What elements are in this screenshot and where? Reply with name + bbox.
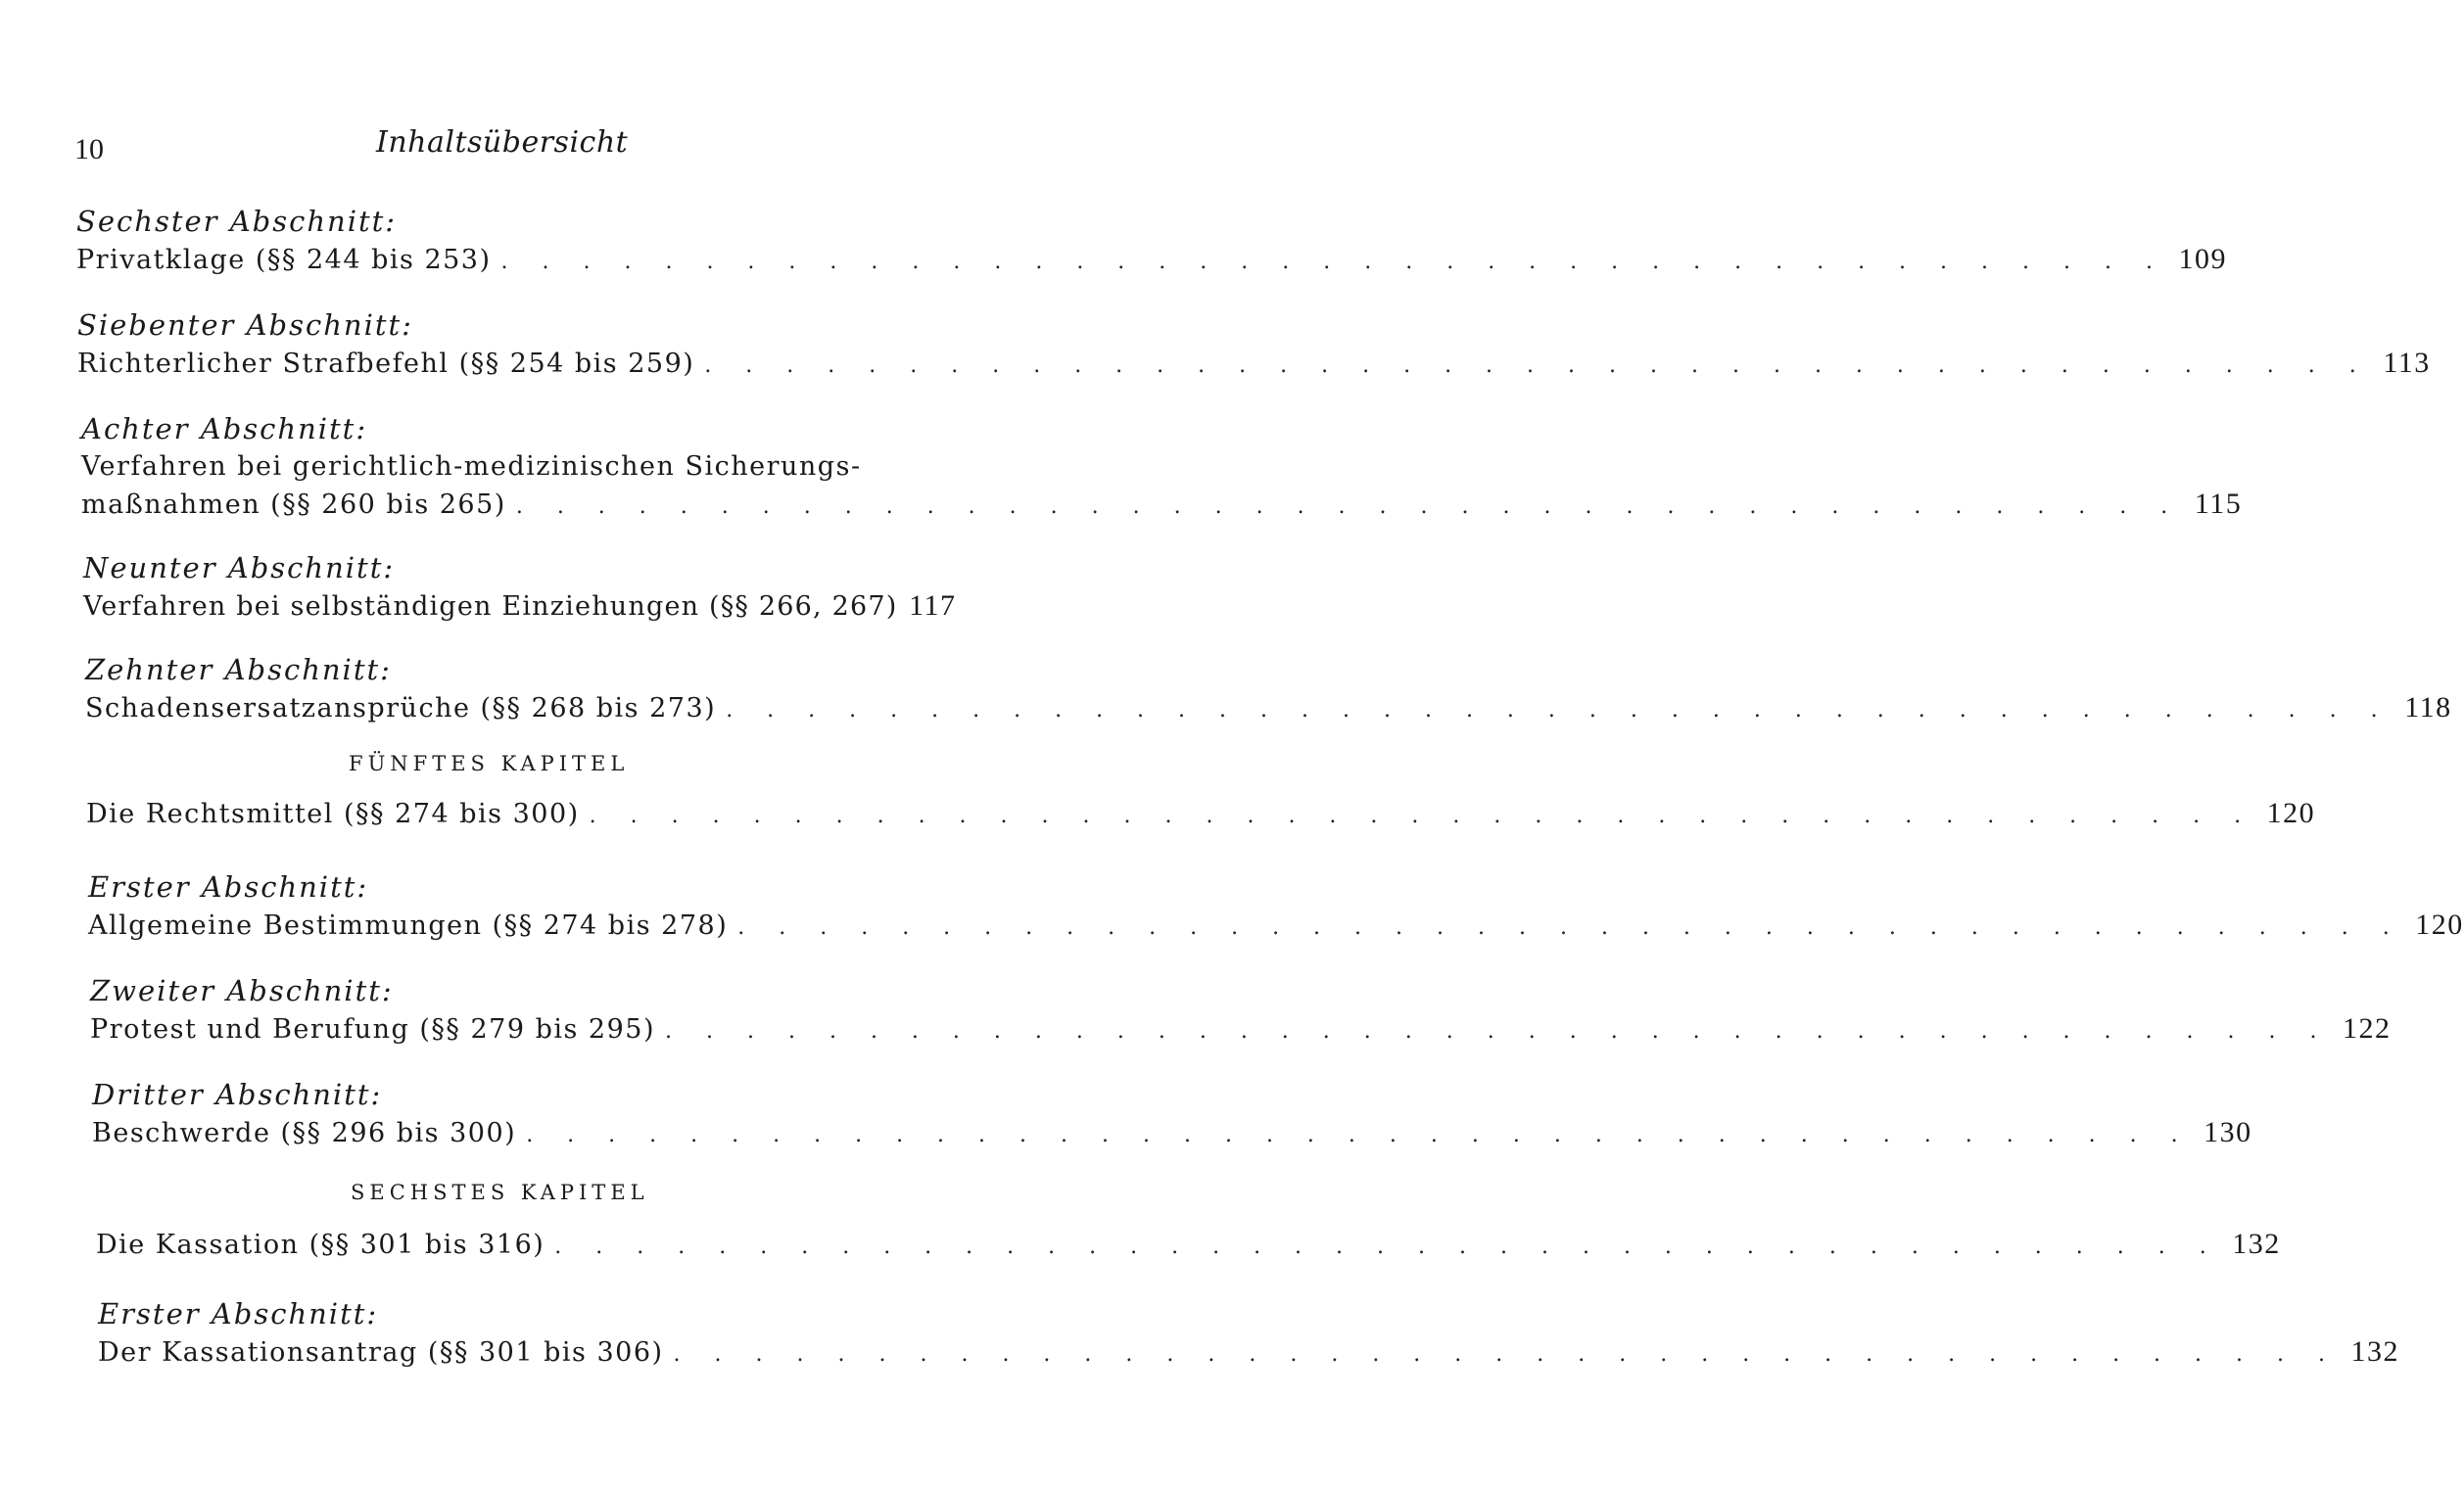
entry-title: Die Rechtsmittel (§§ 274 bis 300) — [86, 799, 580, 829]
entry-title-line-2: maßnahmen (§§ 260 bis 265) — [81, 490, 506, 520]
toc-entry — [81, 409, 2243, 526]
entry-title: Allgemeine Bestimmungen (§§ 274 bis 278) — [88, 910, 729, 941]
running-title: Inhaltsübersicht — [376, 125, 629, 160]
chapter-heading: SECHSTES KAPITEL — [351, 1181, 649, 1204]
entry-title: Verfahren bei selbständigen Einziehungen (§§ 266, 267) — [83, 591, 898, 622]
section-label: Achter Abschnitt: — [81, 412, 368, 445]
entry-title: Schadensersatzansprüche (§§ 268 bis 273) — [85, 693, 717, 723]
section-label: Dritter Abschnitt: — [92, 1078, 383, 1111]
running-head — [74, 125, 936, 174]
entry-page-number: 109 — [2178, 243, 2227, 275]
toc-line — [81, 486, 2243, 526]
toc-line — [81, 448, 929, 486]
entry-page-number: 120 — [2415, 909, 2464, 941]
toc-entry — [77, 305, 2431, 385]
entry-title: Beschwerde (§§ 296 bis 300) — [92, 1118, 517, 1148]
entry-page-number: 113 — [2383, 347, 2431, 379]
dot-leader: . . . . . . . . . . . . . . . . . . . . . . . . . . . . . . . . . . . . . . . . . — [526, 1123, 2192, 1147]
dot-leader: . . . . . . . . . . . . . . . . . . . . . . . . . . . . . . . . . . . . . . . . . — [589, 804, 2255, 828]
dot-leader: . . . . . . . . . . . . . . . . . . . . . . . . . . . . . . . . . . . . . . . . . — [500, 250, 2166, 274]
entry-title: Privatklage (§§ 244 bis 253) — [76, 245, 492, 275]
section-label: Zehnter Abschnitt: — [85, 653, 392, 686]
section-label: Sechster Abschnitt: — [76, 205, 398, 238]
entry-page-number: 118 — [2404, 691, 2452, 723]
toc-line — [92, 1114, 2252, 1154]
toc-line — [77, 345, 2431, 385]
entry-title-line-1: Verfahren bei gerichtlich-medizinischen Sicherungs- — [81, 451, 862, 482]
toc-entry — [92, 1075, 2252, 1154]
entry-page-number: 117 — [909, 589, 957, 622]
toc-entry — [90, 971, 2392, 1050]
dot-leader: . . . . . . . . . . . . . . . . . . . . . . . . . . . . . . . . . . . . . . . . . — [737, 915, 2403, 940]
section-label: Erster Abschnitt: — [98, 1297, 379, 1330]
toc-entry — [88, 867, 2464, 947]
toc-line — [86, 795, 2316, 835]
entry-page-number: 132 — [2232, 1228, 2281, 1260]
section-label: Neunter Abschnitt: — [83, 551, 396, 584]
entry-title: Die Kassation (§§ 301 bis 316) — [96, 1230, 545, 1260]
entry-page-number: 130 — [2203, 1116, 2252, 1148]
toc-entry — [85, 650, 2452, 729]
section-label: Zweiter Abschnitt: — [90, 974, 394, 1007]
dot-leader: . . . . . . . . . . . . . . . . . . . . . . . . . . . . . . . . . . . . . . . . . — [704, 353, 2370, 378]
section-label: Siebenter Abschnitt: — [77, 308, 413, 342]
entry-title: Richterlicher Strafbefehl (§§ 254 bis 259) — [77, 349, 695, 379]
entry-page-number: 132 — [2350, 1335, 2399, 1368]
toc-entry — [76, 202, 2227, 281]
entry-page-number: 120 — [2266, 797, 2316, 829]
dot-leader: . . . . . . . . . . . . . . . . . . . . . . . . . . . . . . . . . . . . . . . . . — [673, 1342, 2339, 1367]
page-number: 10 — [74, 133, 104, 165]
entry-page-number: 122 — [2342, 1012, 2392, 1045]
toc-line — [83, 587, 957, 626]
toc-line — [96, 1226, 2281, 1266]
chapter-heading: FÜNFTES KAPITEL — [349, 752, 630, 775]
toc-line — [85, 689, 2452, 729]
section-label: Erster Abschnitt: — [88, 870, 369, 904]
toc-entry — [83, 548, 957, 626]
toc-line — [88, 907, 2464, 947]
toc-line — [90, 1010, 2392, 1050]
entry-page-number: 115 — [2194, 488, 2243, 520]
dot-leader: . . . . . . . . . . . . . . . . . . . . . . . . . . . . . . . . . . . . . . . . . — [515, 494, 2182, 519]
toc-entry — [98, 1294, 2399, 1374]
dot-leader: . . . . . . . . . . . . . . . . . . . . . . . . . . . . . . . . . . . . . . . . . — [665, 1019, 2331, 1044]
dot-leader: . . . . . . . . . . . . . . . . . . . . . . . . . . . . . . . . . . . . . . . . . — [554, 1235, 2220, 1259]
toc-line — [76, 241, 2227, 281]
toc-line — [98, 1333, 2399, 1374]
toc-entry — [86, 795, 2316, 835]
entry-title: Protest und Berufung (§§ 279 bis 295) — [90, 1014, 656, 1045]
entry-title: Der Kassationsantrag (§§ 301 bis 306) — [98, 1337, 664, 1368]
dot-leader: . . . . . . . . . . . . . . . . . . . . . . . . . . . . . . . . . . . . . . . . . — [726, 698, 2392, 723]
toc-entry — [96, 1226, 2281, 1266]
